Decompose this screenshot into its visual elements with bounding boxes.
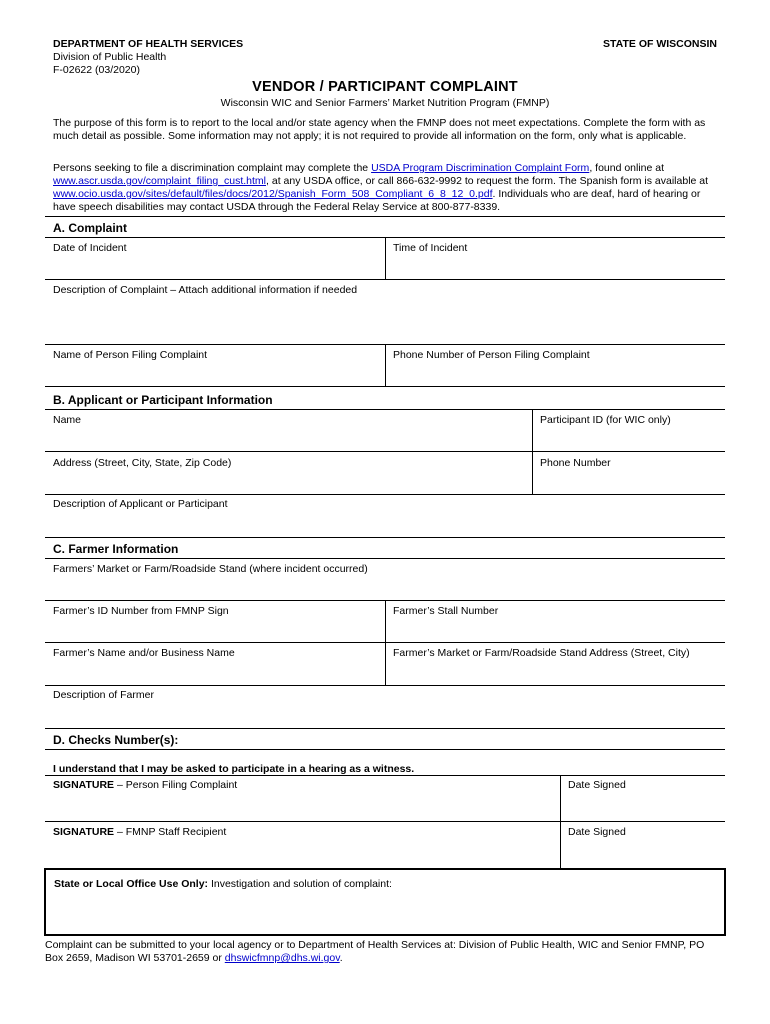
divider bbox=[45, 216, 725, 217]
complaint-description-field[interactable]: Description of Complaint – Attach additional information if needed bbox=[53, 284, 358, 296]
signature-staff-label: – FMNP Staff Recipient bbox=[114, 826, 227, 838]
participant-phone-field[interactable]: Phone Number bbox=[540, 457, 611, 469]
participant-address-field[interactable]: Address (Street, City, State, Zip Code) bbox=[53, 457, 232, 469]
market-address-field[interactable]: Farmer’s Market or Farm/Roadside Stand Address (Street, City) bbox=[393, 647, 690, 659]
participant-id-field[interactable]: Participant ID (for WIC only) bbox=[540, 414, 671, 426]
signature-filer-label: – Person Filing Complaint bbox=[114, 779, 238, 791]
divider bbox=[45, 685, 725, 686]
time-of-incident-field[interactable]: Time of Incident bbox=[393, 242, 468, 254]
signature-filer-field[interactable] bbox=[53, 779, 237, 791]
divider bbox=[45, 537, 725, 538]
farmer-name-field[interactable]: Farmer’s Name and/or Business Name bbox=[53, 647, 235, 659]
disc-text-3: , at any USDA office, or call 866-632-9992 to request the form. The Spanish form is available at bbox=[266, 175, 709, 187]
submission-footer bbox=[45, 939, 725, 965]
participant-name-field[interactable]: Name bbox=[53, 414, 82, 426]
usda-form-link[interactable]: USDA Program Discrimination Complaint Form bbox=[371, 162, 590, 174]
header-block bbox=[53, 38, 243, 77]
office-use-bold: State or Local Office Use Only: bbox=[54, 878, 209, 890]
stall-number-field[interactable]: Farmer’s Stall Number bbox=[393, 605, 499, 617]
signature-label: SIGNATURE bbox=[53, 826, 115, 838]
divider bbox=[45, 386, 725, 387]
division-name: Division of Public Health bbox=[53, 51, 167, 63]
office-use-box[interactable] bbox=[44, 868, 726, 936]
spanish-form-link[interactable]: www.ocio.usda.gov/sites/default/files/docs/2012/Spanish_Form_508_Compliant_6_8_12_0.pdf bbox=[53, 188, 493, 200]
divider bbox=[45, 642, 725, 643]
divider bbox=[45, 558, 725, 559]
column-divider bbox=[385, 237, 386, 279]
signature-staff-field[interactable] bbox=[53, 826, 226, 838]
email-link[interactable]: dhswicfmnp@dhs.wi.gov bbox=[224, 952, 340, 964]
farmer-description-field[interactable]: Description of Farmer bbox=[53, 689, 154, 701]
disc-text-4: . Individuals who are deaf, hard of hearing or have speech disabilities may contact USDA through the Federal Relay Service at 800-877-8339. bbox=[53, 188, 701, 213]
department-name: DEPARTMENT OF HEALTH SERVICES bbox=[53, 38, 244, 50]
name-filing-field[interactable]: Name of Person Filing Complaint bbox=[53, 349, 208, 361]
office-use-rest: Investigation and solution of complaint: bbox=[208, 878, 392, 890]
signature-label: SIGNATURE bbox=[53, 779, 115, 791]
divider bbox=[45, 728, 725, 729]
date-signed-filer-field[interactable]: Date Signed bbox=[568, 779, 626, 791]
ascr-link[interactable]: www.ascr.usda.gov/complaint_filing_cust.html bbox=[53, 175, 267, 187]
disc-text-1: Persons seeking to file a discrimination complaint may complete the bbox=[53, 162, 372, 174]
date-signed-staff-field[interactable]: Date Signed bbox=[568, 826, 626, 838]
disc-text-2: , found online at bbox=[589, 162, 665, 174]
form-number: F-02622 (03/2020) bbox=[53, 64, 140, 76]
divider bbox=[45, 279, 725, 280]
form-title: VENDOR / PARTICIPANT COMPLAINT bbox=[252, 79, 518, 95]
office-use-label bbox=[54, 878, 392, 890]
participant-description-field[interactable]: Description of Applicant or Participant bbox=[53, 498, 228, 510]
column-divider bbox=[385, 344, 386, 386]
state-name: STATE OF WISCONSIN bbox=[603, 38, 717, 50]
form-subtitle: Wisconsin WIC and Senior Farmers’ Market Nutrition Program (FMNP) bbox=[220, 97, 550, 109]
market-location-field[interactable]: Farmers’ Market or Farm/Roadside Stand (where incident occurred) bbox=[53, 563, 368, 575]
divider bbox=[45, 749, 725, 750]
divider bbox=[45, 494, 725, 495]
divider bbox=[45, 409, 725, 410]
date-of-incident-field[interactable]: Date of Incident bbox=[53, 242, 127, 254]
discrimination-paragraph bbox=[53, 162, 718, 214]
divider bbox=[45, 821, 725, 822]
purpose-paragraph: The purpose of this form is to report to the local and/or state agency when the FMNP does not meet expectations. Complete the form with as much detail as possible. Some information may not apply; it is not required to provide all information on the form, only what is applicable. bbox=[53, 117, 706, 142]
section-b-heading: B. Applicant or Participant Information bbox=[53, 393, 273, 407]
farmer-id-field[interactable]: Farmer’s ID Number from FMNP Sign bbox=[53, 605, 229, 617]
hearing-acknowledgement: I understand that I may be asked to participate in a hearing as a witness. bbox=[53, 763, 415, 775]
phone-filing-field[interactable]: Phone Number of Person Filing Complaint bbox=[393, 349, 590, 361]
section-d-heading: D. Checks Number(s): bbox=[53, 733, 179, 747]
section-c-heading: C. Farmer Information bbox=[53, 542, 179, 556]
divider bbox=[45, 775, 725, 776]
divider bbox=[45, 451, 725, 452]
footer-end: . bbox=[339, 952, 343, 964]
footer-text: Complaint can be submitted to your local agency or to Department of Health Services at: Division of Public Health, WIC and Senior FMNP, PO Box 2659, Madison WI 53701-2659 or bbox=[45, 939, 705, 964]
section-a-heading: A. Complaint bbox=[53, 221, 127, 235]
